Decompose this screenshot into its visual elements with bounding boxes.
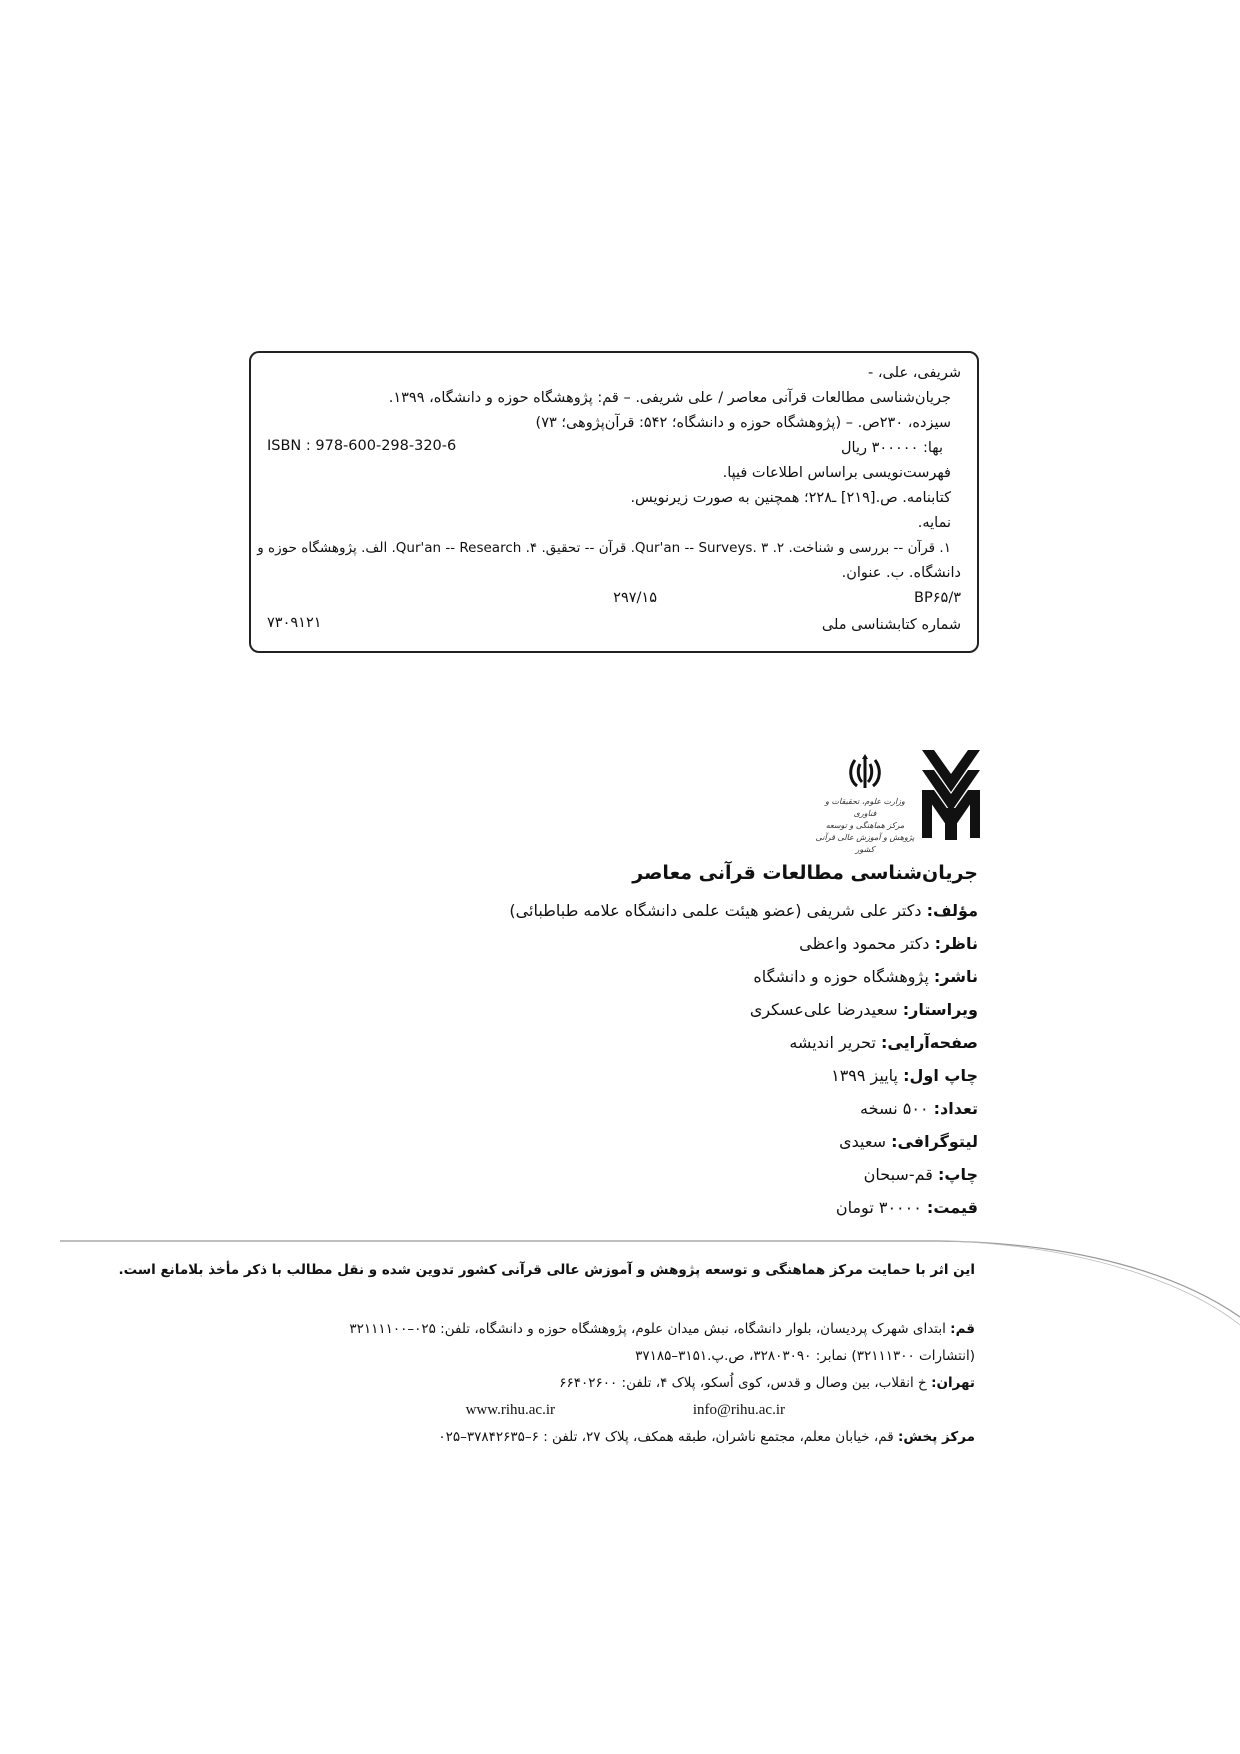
cip-national-number: ۷۳۰۹۱۲۱ bbox=[267, 615, 322, 631]
credit-supervisor: ناظر: دکتر محمود واعظی bbox=[799, 934, 978, 953]
cip-subjects-cont: دانشگاه. ب. عنوان. bbox=[841, 565, 961, 581]
credit-price: قیمت: ۳۰۰۰۰ تومان bbox=[835, 1198, 978, 1217]
cip-author: شریفی، علی، - bbox=[868, 365, 961, 381]
support-note: این اثر با حمایت مرکز هماهنگی و توسعه پژوهش و آموزش عالی قرآنی کشور تدوین شده و نقل مطالب با ذکر مأخذ بلامانع است. bbox=[118, 1262, 975, 1278]
qom-address: قم: ابتدای شهرک پردیسان، بلوار دانشگاه، نبش میدان علوم، پژوهشگاه حوزه و دانشگاه، تلفن: ۰۲۵–۳۲۱۱۱۱۰۰ bbox=[349, 1321, 975, 1337]
credit-first-print: چاپ اول: پاییز ۱۳۹۹ bbox=[831, 1066, 978, 1085]
cip-national-label: شماره کتابشناسی ملی bbox=[821, 617, 961, 633]
cataloging-box bbox=[249, 351, 979, 653]
ministry-logo bbox=[815, 752, 915, 854]
email-link[interactable]: info@rihu.ac.ir bbox=[692, 1402, 785, 1418]
address-block bbox=[155, 1316, 975, 1451]
ministry-name: وزارت علوم، تحقیقات و فناوری bbox=[825, 797, 905, 818]
website-link[interactable]: www.rihu.ac.ir bbox=[465, 1402, 555, 1418]
book-title: جریان‌شناسی مطالعات قرآنی معاصر bbox=[632, 862, 978, 884]
cip-isbn: ISBN : 978-600-298-320-6 bbox=[267, 438, 457, 454]
cip-fipa-note: فهرست‌نویسی براساس اطلاعات فیپا. bbox=[722, 465, 951, 481]
credit-author: مؤلف: دکتر علی شریفی (عضو هیئت علمی دانشگاه علامه طباطبائی) bbox=[509, 901, 978, 920]
cip-dewey-class: ۲۹۷/۱۵ bbox=[613, 590, 657, 606]
credit-publisher: ناشر: پژوهشگاه حوزه و دانشگاه bbox=[753, 967, 978, 986]
cip-subjects: ۱. قرآن -- بررسی و شناخت. ۲. Qur'an -- Surveys. ۳. قرآن -- تحقیق. ۴. Qur'an -- Research. الف. پژوهشگاه حوزه و bbox=[257, 540, 951, 556]
credit-editor: ویراستار: سعیدرضا علی‌عسکری bbox=[749, 1000, 978, 1019]
cip-price: بها: ۳۰۰۰۰۰ ریال bbox=[841, 440, 943, 456]
book-credits bbox=[278, 862, 978, 1224]
cip-bibliography: کتابنامه. ص.[۲۱۹] ـ۲۲۸؛ همچنین به صورت زیرنویس. bbox=[630, 490, 951, 506]
cip-lc-class: BP۶۵/۳ bbox=[914, 590, 961, 606]
cip-physical: سیزده، ۲۳۰ص. – (پژوهشگاه حوزه و دانشگاه؛ ۵۴۲: قرآن‌پژوهی؛ ۷۳) bbox=[535, 415, 951, 431]
rihu-logo-icon bbox=[920, 748, 982, 840]
credit-lithography: لیتوگرافی: سعیدی bbox=[839, 1132, 978, 1151]
credit-copies: تعداد: ۵۰۰ نسخه bbox=[860, 1099, 978, 1118]
contact-links bbox=[155, 1397, 975, 1424]
credit-layout: صفحه‌آرایی: تحریر اندیشه bbox=[789, 1033, 978, 1052]
iran-emblem-icon bbox=[845, 752, 885, 792]
cip-title: جریان‌شناسی مطالعات قرآنی معاصر / علی شریفی. – قم: پژوهشگاه حوزه و دانشگاه، ۱۳۹۹. bbox=[388, 390, 951, 406]
tehran-address: تهران: خ انقلاب، بین وصال و قدس، کوی اُسکو، پلاک ۴، تلفن: ۶۶۴۰۲۶۰۰ bbox=[559, 1375, 975, 1391]
qom-address-cont: (انتشارات ۳۲۱۱۱۳۰۰) نمابر: ۳۲۸۰۳۰۹۰، ص.پ.۳۱۵۱–۳۷۱۸۵ bbox=[635, 1348, 975, 1364]
credit-printing: چاپ: قم-سبحان bbox=[863, 1165, 978, 1184]
center-name: مرکز هماهنگی و توسعه پژوهش و آموزش عالی قرآنی کشور bbox=[815, 821, 915, 854]
cip-index: نمایه. bbox=[917, 515, 951, 531]
distribution-address: مرکز پخش: قم، خیابان معلم، مجتمع ناشران، طبقه همکف، پلاک ۲۷، تلفن : ۶–۳۷۸۴۲۶۳۵–۰۲۵ bbox=[438, 1429, 975, 1445]
